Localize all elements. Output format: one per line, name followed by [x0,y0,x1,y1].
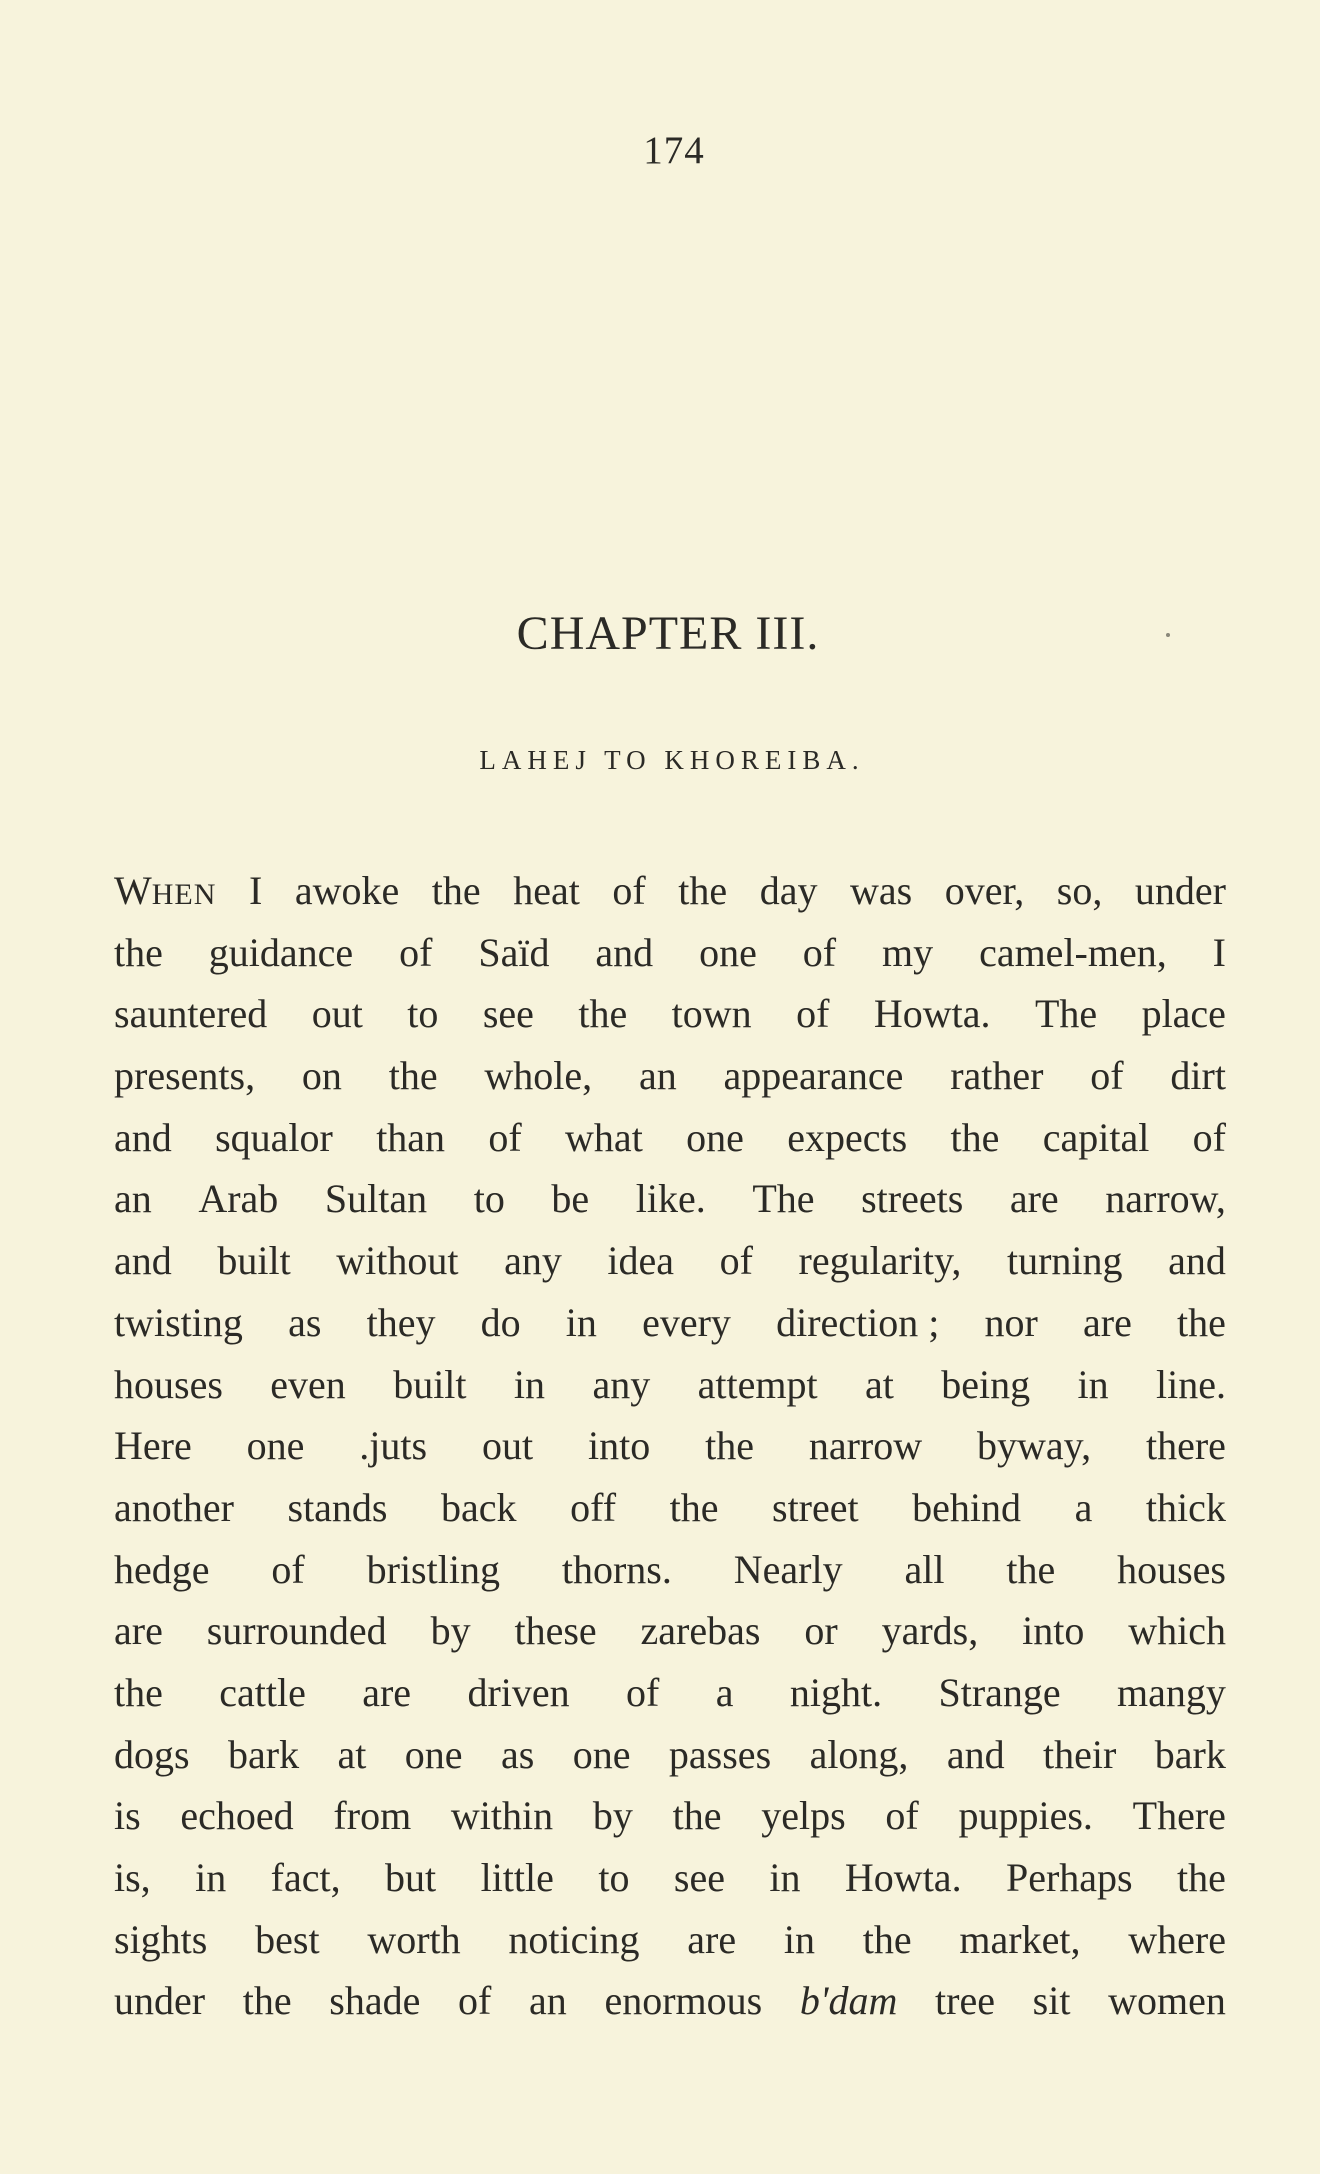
word: the [1177,1855,1226,1900]
word: the [678,868,728,913]
word: of [796,991,830,1037]
word: at [864,1361,894,1407]
word: The [752,1176,815,1222]
word: of [488,1114,522,1160]
word: Perhaps [1005,1855,1133,1900]
word: out [311,991,363,1037]
word: camel-men, [979,929,1167,975]
word: by [430,1608,471,1654]
text-line [114,860,1226,922]
word: of [802,929,837,975]
word: in [565,1299,597,1345]
word: there [1145,1423,1226,1469]
word: or [804,1608,838,1654]
word: appearance [723,1053,904,1099]
word: of [612,868,646,913]
word: rather [950,1053,1044,1099]
word: sights [114,1916,208,1962]
word: echoed [180,1793,294,1839]
word: the [669,1484,719,1530]
text-line [114,1292,1226,1354]
word: hedge [114,1546,210,1592]
word: all [904,1546,945,1592]
word: under [1134,868,1226,913]
word: an [638,1053,677,1099]
word: the [1177,1299,1226,1345]
word: twisting [114,1299,243,1345]
text-line [114,1415,1226,1477]
print-speck [1166,633,1170,637]
word: of [885,1793,919,1839]
word: see [673,1855,725,1900]
word: under [114,1978,206,2024]
text-line [114,1662,1226,1724]
word: dogs [114,1731,190,1777]
word: best [255,1916,320,1962]
word: every [642,1299,731,1345]
word: and [114,1114,172,1160]
word: at [337,1731,367,1777]
word: to [598,1855,630,1900]
word: one [699,929,757,975]
word: of [271,1546,305,1592]
word: see [482,991,534,1037]
word: streets [861,1176,964,1222]
word: on [301,1053,342,1099]
word: worth [367,1916,461,1962]
word: is, [114,1855,151,1900]
word: as [500,1731,535,1777]
word: whole, [484,1053,593,1099]
chapter-subtitle: LAHEJ TO KHOREIBA. [479,745,865,775]
word: The [1034,991,1098,1037]
word: of [1192,1114,1226,1160]
word: an [529,1978,567,2024]
word: be [551,1176,590,1222]
word: over, [944,868,1025,913]
word: along, [809,1731,909,1777]
word: narrow [808,1423,923,1469]
word: the [242,1978,292,2024]
word: these [514,1608,597,1654]
word: and [114,1238,172,1284]
word: dirt [1170,1053,1226,1099]
word: the [672,1793,722,1839]
word: bristling [366,1546,500,1592]
body-text [114,860,1226,2032]
word: shade [329,1978,421,2024]
word: in [769,1855,801,1900]
text-line [114,1600,1226,1662]
word: of [719,1238,753,1284]
word: what [565,1114,643,1160]
word: Here [114,1423,192,1469]
word: like. [635,1176,706,1222]
word: houses [114,1361,223,1407]
word: do [480,1299,521,1345]
word: a [1074,1484,1093,1530]
text-line [114,1354,1226,1416]
word: noticing [508,1916,640,1962]
word: nor [984,1299,1038,1345]
word: There [1132,1793,1226,1839]
word: built [217,1238,291,1284]
word: .juts [359,1423,428,1469]
word: out [481,1423,534,1469]
word: within [450,1793,554,1839]
word: thorns. [561,1546,672,1592]
word: one [686,1114,744,1160]
text-line [114,1168,1226,1230]
word: yards, [881,1608,979,1654]
text-line [114,983,1226,1045]
italic-word: b'dam [799,1978,898,2024]
word: to [473,1176,505,1222]
text-line [114,1539,1226,1601]
word: the [388,1053,438,1099]
word: I [1212,929,1226,975]
word: Howta. [873,991,991,1037]
word: of [399,929,433,975]
word: guidance [208,929,354,975]
word: Sultan [324,1176,428,1222]
word: line. [1156,1361,1226,1407]
word: the [114,1669,163,1715]
word: one [404,1731,463,1777]
word: the [578,991,628,1037]
word: narrow, [1105,1176,1226,1222]
word: the [950,1114,1000,1160]
word: of [1090,1053,1124,1099]
word: awoke [294,868,400,913]
word: town [671,991,752,1037]
word: byway, [977,1423,1092,1469]
word: night. [789,1669,883,1715]
word: which [1128,1608,1226,1654]
text-line [114,922,1226,984]
word: squalor [215,1114,333,1160]
text-line [114,1045,1226,1107]
word: houses [1117,1546,1226,1592]
word: back [441,1484,517,1530]
word: of [458,1978,492,2024]
word: Nearly [733,1546,843,1592]
page-number: 174 [643,129,705,172]
word: so, [1056,868,1103,913]
word: women [1108,1978,1226,2024]
word: are [687,1916,737,1962]
word: surrounded [206,1608,387,1654]
text-line [114,1230,1226,1292]
word: in [513,1361,546,1407]
word: little [480,1855,554,1900]
word: day [759,868,818,913]
word: as [288,1299,322,1345]
word: in [783,1916,815,1962]
opening-word: WHEN [114,868,217,913]
word: the [1006,1546,1056,1592]
word: one [572,1731,631,1777]
word: my [882,929,934,975]
word: is [114,1793,141,1839]
word: and [595,929,654,975]
word: without [336,1238,459,1284]
word: an [114,1176,152,1222]
word: turning [1007,1238,1123,1284]
word: in [195,1855,227,1900]
word: capital [1042,1114,1150,1160]
word: idea [607,1238,675,1284]
word: expects [787,1114,908,1160]
word: stands [287,1484,388,1530]
word: they [366,1299,436,1345]
word: direction ; [776,1299,940,1345]
word: a [715,1669,734,1715]
word: sauntered [114,991,268,1037]
text-line [114,1107,1226,1169]
text-line [114,1477,1226,1539]
chapter-title: CHAPTER III. [516,607,820,660]
word: built [393,1361,467,1407]
word: Howta. [844,1855,962,1900]
text-line [114,1970,1226,2032]
word: behind [912,1484,1022,1530]
word: off [570,1484,617,1530]
word: and [946,1731,1005,1777]
word: enormous [604,1978,763,2024]
word: another [114,1484,234,1530]
word: even [270,1361,346,1407]
word: mangy [1117,1669,1226,1715]
word: into [1022,1608,1085,1654]
word: their [1043,1731,1117,1777]
word: street [772,1484,859,1530]
word: Saïd [478,929,550,975]
word: one [246,1423,305,1469]
word: the [114,929,163,975]
word: zarebas [640,1608,761,1654]
word: the [705,1423,754,1469]
word: and [1168,1238,1226,1284]
word: cattle [219,1669,306,1715]
word: market, [959,1916,1081,1962]
word: the [862,1916,912,1962]
word: in [1077,1361,1109,1407]
word: fact, [270,1855,341,1900]
word: yelps [761,1793,846,1839]
word: to [407,991,439,1037]
word: Strange [938,1669,1061,1715]
word: any [504,1238,562,1284]
word: was [850,868,913,913]
word: puppies. [958,1793,1093,1839]
word: thick [1145,1484,1226,1530]
word: driven [467,1669,570,1715]
word: presents, [114,1053,256,1099]
word: being [941,1361,1031,1407]
word: are [114,1608,163,1654]
word: where [1128,1916,1226,1962]
word: are [1009,1176,1059,1222]
word: are [1083,1299,1132,1345]
word: passes [668,1731,772,1777]
word: bark [1154,1731,1226,1777]
word: sit [1032,1978,1071,2024]
word: by [592,1793,633,1839]
word: tree [935,1978,995,2024]
text-line [114,1847,1226,1909]
word: of [626,1669,660,1715]
word: place [1141,991,1226,1037]
word: attempt [697,1361,818,1407]
word: the [431,868,481,913]
text-line [114,1724,1226,1786]
word: bark [228,1731,300,1777]
word: into [587,1423,651,1469]
word: I [248,868,263,913]
text-line [114,1909,1226,1971]
word: Arab [198,1176,279,1222]
text-line [114,1785,1226,1847]
word: regularity, [798,1238,962,1284]
word: but [385,1855,437,1900]
word: any [592,1361,651,1407]
word: heat [513,868,580,913]
word: from [333,1793,412,1839]
word: are [362,1669,412,1715]
word: than [376,1114,446,1160]
